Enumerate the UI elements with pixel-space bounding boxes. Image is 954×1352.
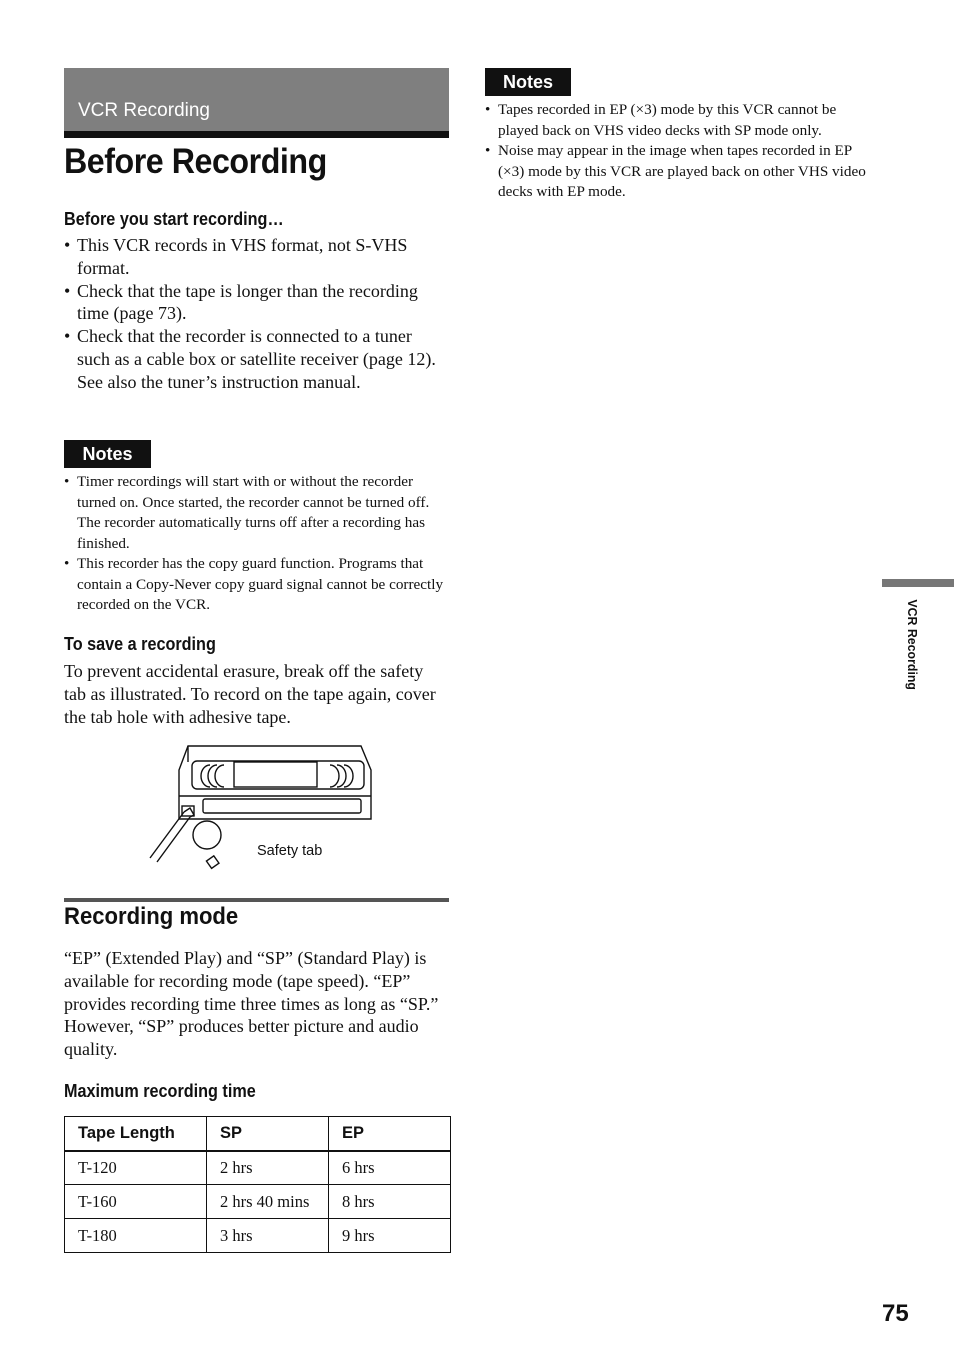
page-number: 75 (882, 1300, 909, 1327)
list-item: • This recorder has the copy guard function. Programs that contain a Copy-Never copy guard signal cannot be correctly recorded on the VCR. (64, 555, 444, 613)
side-tab-marker (882, 579, 954, 587)
page-title: Before Recording (64, 142, 327, 181)
list-item: • This VCR records in VHS format, not S-VHS format. (64, 235, 408, 278)
table-cell: 8 hrs (329, 1185, 451, 1219)
table-cell: 3 hrs (207, 1219, 329, 1253)
list-item: • Tapes recorded in EP (×3) mode by this VCR cannot be played back on VHS video decks with SP mode only. (485, 101, 837, 139)
table-cell: T-180 (65, 1219, 207, 1253)
section-banner (64, 68, 449, 132)
list-item: • Check that the recorder is connected to a tuner such as a cable box or satellite receiver (page 12). See also the tuner’s instruction manual. (64, 326, 436, 392)
notes-list (64, 472, 449, 616)
table-row (65, 1219, 451, 1253)
column-header: EP (329, 1117, 451, 1151)
save-recording-text: To prevent accidental erasure, break off the safety tab as illustrated. To record on the tape again, cover the tab hole with adhesive tape. (64, 661, 436, 727)
table-cell: 6 hrs (329, 1151, 451, 1185)
section-divider (64, 131, 449, 138)
before-start-list (64, 234, 449, 394)
recording-mode-divider (64, 898, 449, 902)
section-banner-label: VCR Recording (78, 100, 210, 121)
list-item: • Noise may appear in the image when tapes recorded in EP (×3) mode by this VCR are played back on other VHS video decks with EP mode. (485, 142, 866, 200)
save-recording-heading: To save a recording (64, 634, 216, 654)
notes-label: Notes (64, 440, 151, 468)
table-row (65, 1185, 451, 1219)
table-cell: 2 hrs (207, 1151, 329, 1185)
notes-list (485, 100, 875, 203)
table-cell: 9 hrs (329, 1219, 451, 1253)
table-cell: T-160 (65, 1185, 207, 1219)
recording-time-table (64, 1116, 451, 1253)
table-header-row (65, 1117, 451, 1151)
list-item: • Check that the tape is longer than the recording time (page 73). (64, 280, 418, 324)
side-tab-label: VCR Recording (905, 599, 920, 690)
max-time-heading: Maximum recording time (64, 1081, 256, 1101)
list-item: • Timer recordings will start with or without the recorder turned on. Once started, the recorder cannot be turned off. The recorder automatically turns off after a recording has finished. (64, 473, 430, 552)
cassette-safety-tab-illustration (140, 740, 380, 880)
recording-mode-heading: Recording mode (64, 903, 239, 930)
recording-mode-text: “EP” (Extended Play) and “SP” (Standard Play) is available for recording mode (tape speed). “EP” provides recording time three times as long as “SP.” However, “SP” produces better picture and audio quality. (64, 948, 439, 1060)
table-cell: T-120 (65, 1151, 207, 1185)
column-header: SP (207, 1117, 329, 1151)
notes-label: Notes (485, 68, 571, 96)
before-start-heading: Before you start recording… (64, 209, 284, 229)
table-row (65, 1151, 451, 1185)
column-header: Tape Length (65, 1117, 207, 1151)
table-cell: 2 hrs 40 mins (207, 1185, 329, 1219)
figure-caption: Safety tab (257, 843, 323, 859)
